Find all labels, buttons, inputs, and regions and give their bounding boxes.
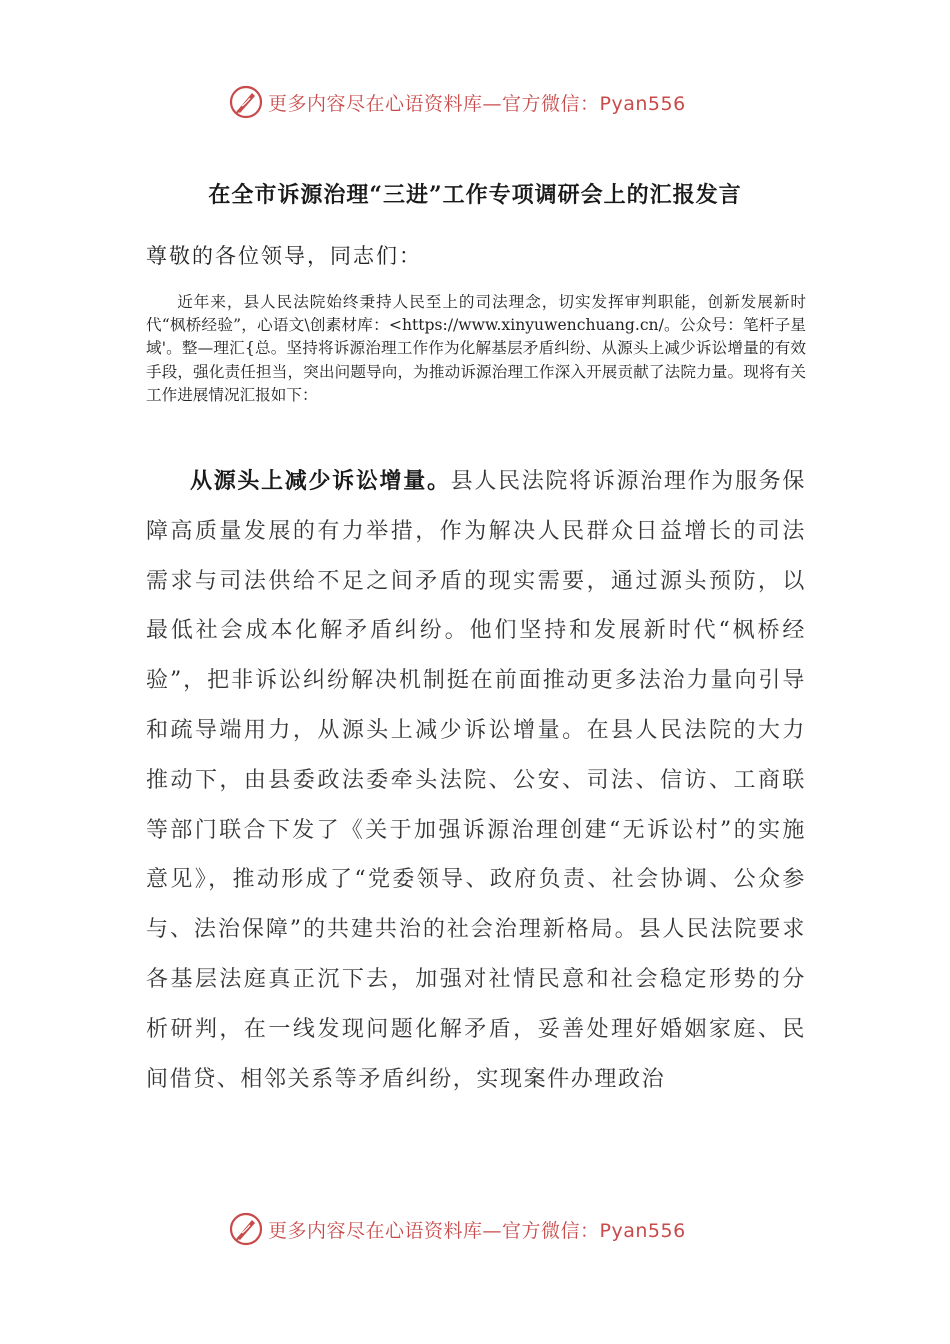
banner-text: 更多内容尽在心语资料库—官方微信：Pyan556 bbox=[268, 92, 686, 115]
quill-logo-icon bbox=[228, 1211, 264, 1247]
footer-banner bbox=[228, 1209, 728, 1249]
banner-text: 更多内容尽在心语资料库—官方微信：Pyan556 bbox=[268, 1219, 686, 1242]
header-banner bbox=[228, 82, 728, 122]
intro-paragraph bbox=[146, 291, 806, 407]
intro-text: 近年来，县人民法院始终秉持人民至上的司法理念，切实发挥审判职能，创新发展新时代“枫桥经验”，心语文\创素材库：<https://www.xinyuwenchuang.cn/。公众号：笔杆子星域'。整—理汇{总。坚持将诉源治理工作作为化解基层矛盾纠纷、从源头上减少诉讼增量的有效手段，强化责任担当，突出问题导向，为推动诉源治理工作深入开展贡献了法院力量。现将有关工作进展情况汇报如下： bbox=[146, 293, 806, 404]
salutation: 尊敬的各位领导，同志们： bbox=[146, 244, 422, 268]
section-body: 县人民法院将诉源治理作为服务保障高质量发展的有力举措，作为解决人民群众日益增长的司法需求与司法供给不足之间矛盾的现实需要，通过源头预防，以最低社会成本化解矛盾纠纷。他们坚持和发展新时代“枫桥经验”，把非诉讼纠纷解决机制挺在前面推动更多法治力量向引导和疏导端用力，从源头上减少诉讼增量。在县人民法院的大力推动下，由县委政法委牵头法院、公安、司法、信访、工商联等部门联合下发了《关于加强诉源治理创建“无诉讼村”的实施意见》，推动形成了“党委领导、政府负责、社会协调、公众参与、法治保障”的共建共治的社会治理新格局。县人民法院要求各基层法庭真正沉下去，加强对社情民意和社会稳定形势的分析研判，在一线发现问题化解矛盾，妥善处理好婚姻家庭、民间借贷、相邻关系等矛盾纠纷，实现案件办理政治 bbox=[146, 469, 806, 1092]
section-text bbox=[146, 457, 806, 1104]
wechat-id: Pyan556 bbox=[599, 1219, 686, 1242]
section-heading: 从源头上减少诉讼增量。 bbox=[190, 468, 451, 494]
document-title: 在全市诉源治理“三进”工作专项调研会上的汇报发言 bbox=[208, 182, 742, 208]
wechat-id: Pyan556 bbox=[599, 92, 686, 115]
quill-logo-icon bbox=[228, 84, 264, 120]
section-paragraph bbox=[146, 457, 806, 1104]
